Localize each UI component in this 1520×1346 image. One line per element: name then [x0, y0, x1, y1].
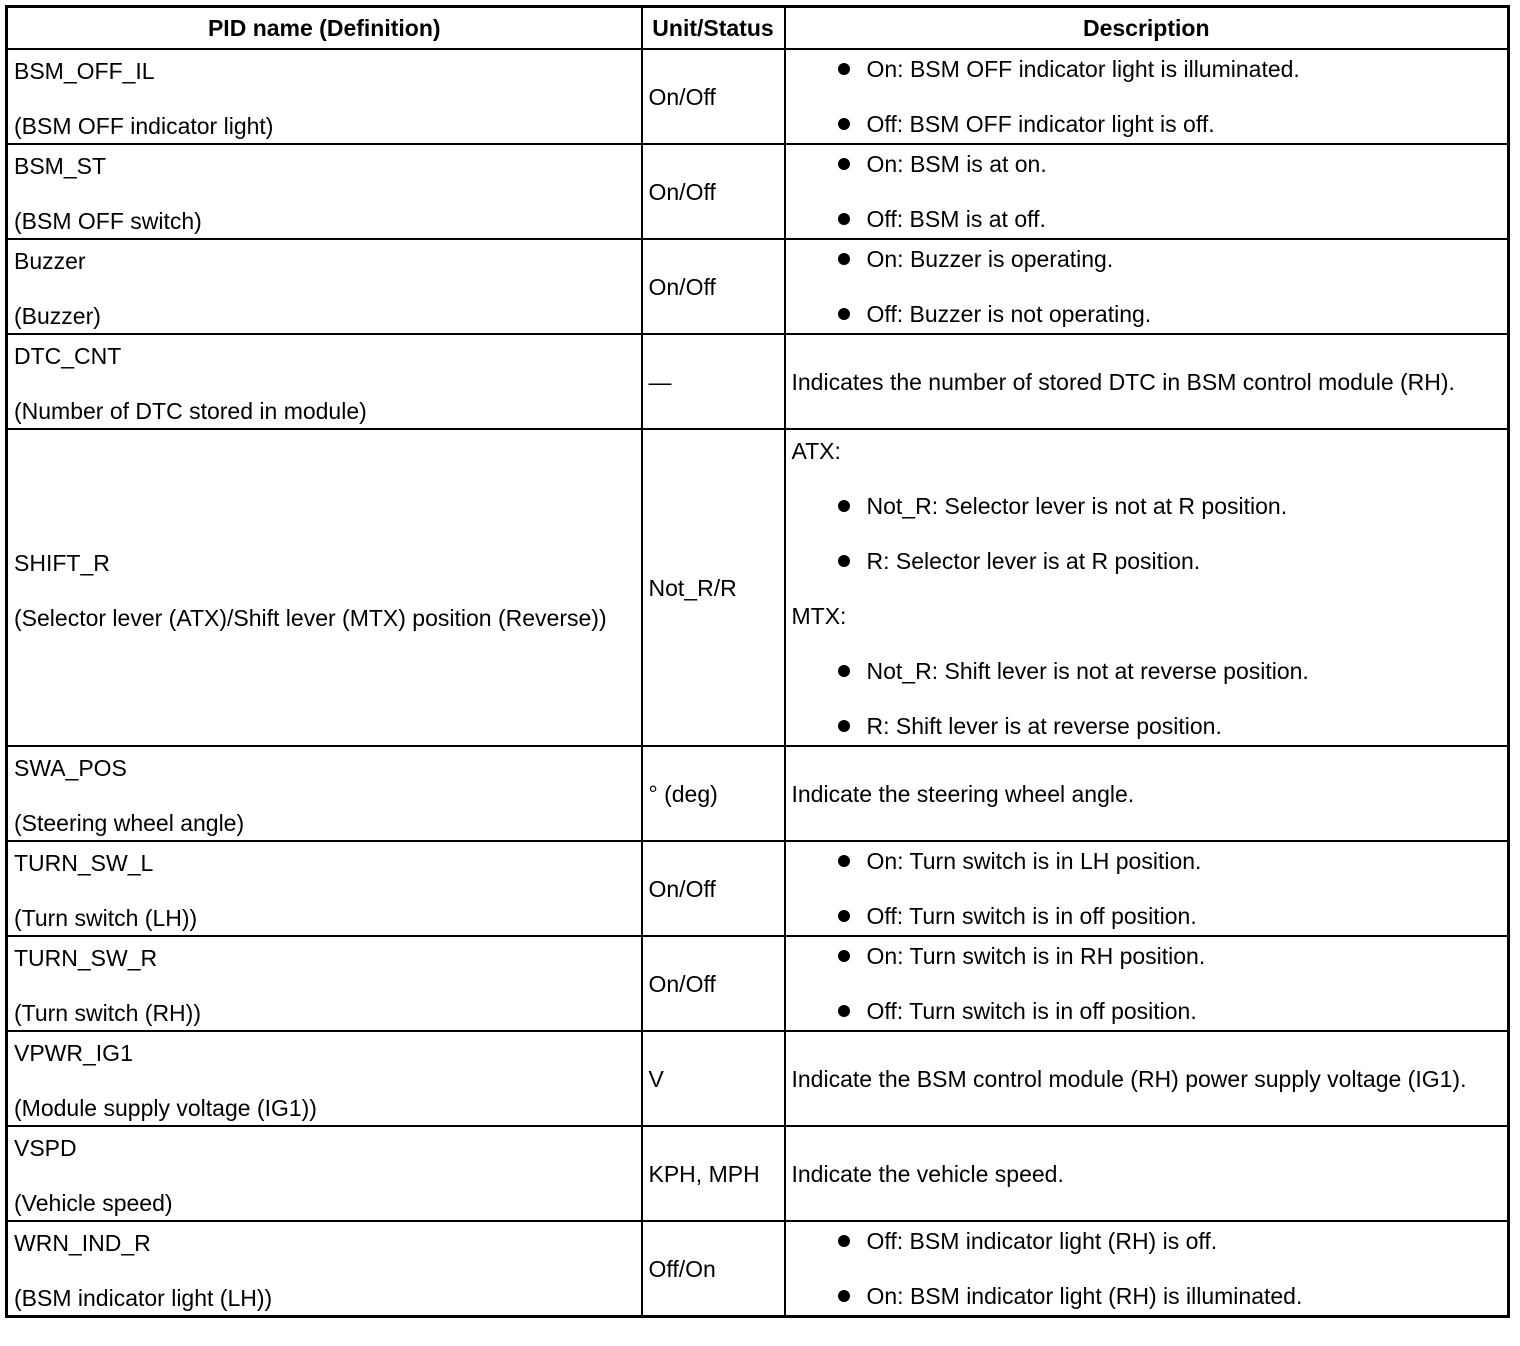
unit-cell: — [642, 334, 785, 429]
pid-cell [7, 49, 642, 144]
unit-cell: V [642, 1031, 785, 1126]
pid-cell [7, 334, 642, 429]
pid-cell [7, 746, 642, 841]
group-label-mtx: MTX: [791, 603, 847, 629]
pid-definition: (Module supply voltage (IG1)) [14, 1095, 317, 1121]
bullet-item: Off: Turn switch is in off position. [792, 996, 1502, 1026]
pid-name: Buzzer [14, 248, 86, 274]
bullet-item: On: BSM indicator light (RH) is illuminated. [792, 1281, 1502, 1311]
bullet-item: On: Turn switch is in LH position. [792, 846, 1502, 876]
table-row [7, 429, 1509, 746]
description-cell [785, 1221, 1509, 1317]
description-cell [785, 49, 1509, 144]
pid-definition: (BSM OFF indicator light) [14, 113, 274, 139]
pid-definition: (Vehicle speed) [14, 1190, 173, 1216]
description-cell [785, 936, 1509, 1031]
bullet-item: Off: Turn switch is in off position. [792, 901, 1502, 931]
bullet-item: R: Selector lever is at R position. [792, 546, 1502, 576]
pid-name: TURN_SW_R [14, 945, 158, 971]
unit-cell: KPH, MPH [642, 1126, 785, 1221]
pid-definition: (Buzzer) [14, 303, 101, 329]
pid-table [5, 5, 1510, 1318]
description-cell: Indicate the steering wheel angle. [785, 746, 1509, 841]
table-row [7, 239, 1509, 334]
table-row [7, 49, 1509, 144]
description-cell [785, 239, 1509, 334]
bullet-item: On: Turn switch is in RH position. [792, 941, 1502, 971]
table-row [7, 936, 1509, 1031]
bullet-list [792, 149, 1502, 234]
group-label-atx: ATX: [791, 438, 841, 464]
pid-name: SWA_POS [14, 755, 127, 781]
description-cell: Indicate the BSM control module (RH) power supply voltage (IG1). [785, 1031, 1509, 1126]
pid-name: BSM_OFF_IL [14, 58, 155, 84]
unit-cell: On/Off [642, 936, 785, 1031]
pid-name: VSPD [14, 1135, 77, 1161]
pid-cell [7, 841, 642, 936]
description-cell [785, 144, 1509, 239]
table-row [7, 1221, 1509, 1317]
bullet-list [792, 941, 1502, 1026]
pid-name: TURN_SW_L [14, 850, 154, 876]
unit-cell: Off/On [642, 1221, 785, 1317]
pid-cell [7, 936, 642, 1031]
description-cell: Indicate the vehicle speed. [785, 1126, 1509, 1221]
table-row [7, 334, 1509, 429]
pid-name: DTC_CNT [14, 343, 122, 369]
header-pid: PID name (Definition) [7, 7, 642, 50]
bullet-item: Off: BSM indicator light (RH) is off. [792, 1226, 1502, 1256]
unit-cell: ° (deg) [642, 746, 785, 841]
bullet-item: Off: Buzzer is not operating. [792, 299, 1502, 329]
bullet-item: On: BSM is at on. [792, 149, 1502, 179]
pid-definition: (Selector lever (ATX)/Shift lever (MTX) position (Reverse)) [14, 605, 607, 631]
bullet-item: Off: BSM OFF indicator light is off. [792, 109, 1502, 139]
unit-cell: On/Off [642, 49, 785, 144]
header-description: Description [785, 7, 1509, 50]
pid-cell [7, 239, 642, 334]
unit-cell: On/Off [642, 144, 785, 239]
bullet-list [792, 54, 1502, 139]
table-row [7, 1126, 1509, 1221]
description-cell [785, 429, 1509, 746]
pid-name: VPWR_IG1 [14, 1040, 133, 1066]
description-cell: Indicates the number of stored DTC in BSM control module (RH). [785, 334, 1509, 429]
pid-name: WRN_IND_R [14, 1230, 151, 1256]
pid-name: BSM_ST [14, 153, 107, 179]
table-row [7, 746, 1509, 841]
description-cell [785, 841, 1509, 936]
bullet-list [792, 656, 1502, 741]
pid-definition: (Steering wheel angle) [14, 810, 245, 836]
pid-cell [7, 144, 642, 239]
pid-cell [7, 1126, 642, 1221]
bullet-item: Not_R: Selector lever is not at R position. [792, 491, 1502, 521]
header-unit: Unit/Status [642, 7, 785, 50]
bullet-list [792, 1226, 1502, 1311]
pid-definition: (Turn switch (RH)) [14, 1000, 201, 1026]
pid-definition: (Turn switch (LH)) [14, 905, 198, 931]
table-row [7, 841, 1509, 936]
header-row [7, 7, 1509, 50]
bullet-item: Not_R: Shift lever is not at reverse position. [792, 656, 1502, 686]
pid-definition: (Number of DTC stored in module) [14, 398, 367, 424]
bullet-item: On: BSM OFF indicator light is illuminated. [792, 54, 1502, 84]
bullet-item: Off: BSM is at off. [792, 204, 1502, 234]
table-row [7, 1031, 1509, 1126]
bullet-list [792, 491, 1502, 576]
unit-cell: On/Off [642, 841, 785, 936]
pid-cell [7, 1221, 642, 1317]
bullet-list [792, 846, 1502, 931]
unit-cell: Not_R/R [642, 429, 785, 746]
unit-cell: On/Off [642, 239, 785, 334]
pid-cell [7, 1031, 642, 1126]
pid-name: SHIFT_R [14, 550, 110, 576]
bullet-item: On: Buzzer is operating. [792, 244, 1502, 274]
bullet-list [792, 244, 1502, 329]
pid-definition: (BSM indicator light (LH)) [14, 1285, 273, 1311]
table-row [7, 144, 1509, 239]
pid-cell [7, 429, 642, 746]
bullet-item: R: Shift lever is at reverse position. [792, 711, 1502, 741]
pid-definition: (BSM OFF switch) [14, 208, 202, 234]
